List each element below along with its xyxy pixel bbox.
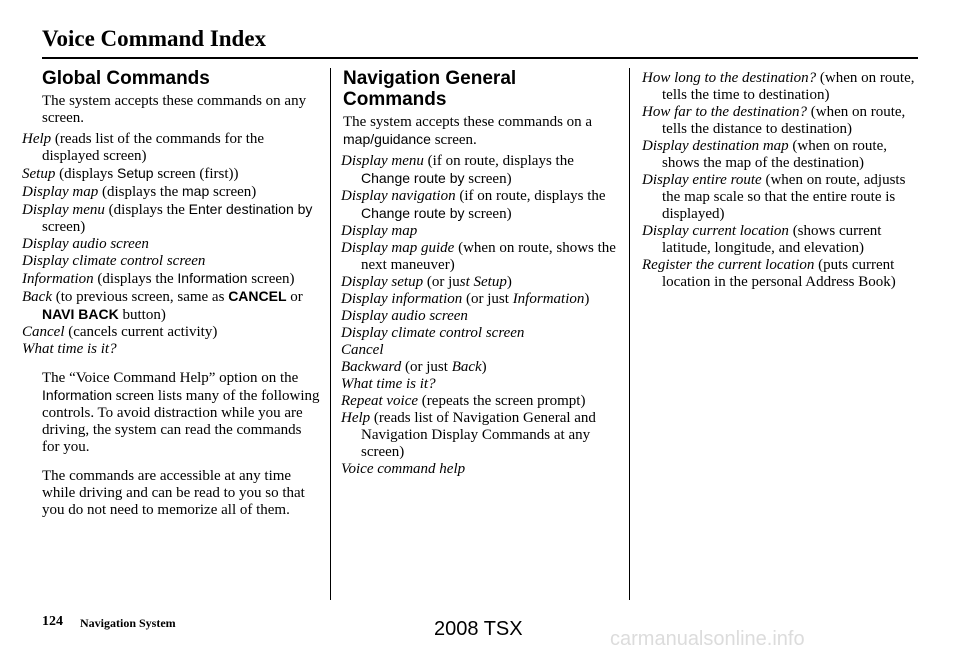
command-entry: Backward (or just Back): [341, 359, 487, 375]
command-entry: Display navigation (if on route, displays the Change route by screen): [341, 188, 606, 222]
command-list: [341, 153, 623, 478]
command-entry: Display menu (displays the Enter destination by screen): [22, 201, 313, 235]
intro-text: The system accepts these commands on any screen.: [42, 93, 307, 126]
command-entry: Setup (displays Setup screen (first)): [22, 165, 239, 182]
command-entry: Help (reads list of the commands for the displayed screen): [22, 131, 265, 164]
command-entry: Display information (or just Information): [341, 291, 590, 307]
command-entry: Display climate control screen: [22, 253, 206, 269]
command-entry: Display menu (if on route, displays the Change route by screen): [341, 153, 574, 187]
page-title: Voice Command Index: [42, 26, 267, 51]
command-entry: Display audio screen: [22, 236, 149, 252]
command-entry: What time is it?: [341, 376, 436, 392]
section-label: Navigation System: [80, 616, 176, 630]
command-list: [22, 131, 322, 358]
command-entry: How far to the destination? (when on route, tells the distance to destination): [642, 104, 906, 137]
command-entry: What time is it?: [22, 341, 117, 357]
command-entry: Display entire route (when on route, adjusts the map scale so that the entire route is displayed): [642, 172, 906, 222]
command-entry: Information (displays the Information screen): [22, 270, 295, 287]
section-heading-navigation: Navigation General Commands: [343, 68, 517, 110]
column-divider-1: [330, 68, 331, 600]
accessibility-paragraph: The commands are accessible at any time while driving and can be read to you so that you do not need to memorize all of them.: [42, 468, 305, 518]
command-entry: Display map (displays the map screen): [22, 183, 257, 200]
command-entry: Back (to previous screen, same as CANCEL or NAVI BACK button): [22, 288, 303, 323]
column-navigation-general: [343, 68, 623, 478]
title-divider: [42, 57, 918, 59]
command-entry: Cancel (cancels current activity): [22, 324, 218, 340]
command-entry: Register the current location (puts current location in the personal Address Book): [642, 257, 896, 290]
column-global-commands: [22, 68, 322, 519]
page-number: 124: [42, 614, 63, 629]
command-list: [642, 70, 920, 291]
command-entry: Cancel: [341, 342, 384, 358]
command-entry: Display destination map (when on route, shows the map of the destination): [642, 138, 887, 171]
column-navigation-continued: [642, 68, 920, 291]
command-entry: Voice command help: [341, 461, 466, 477]
help-option-paragraph: The “Voice Command Help” option on the Information screen lists many of the following controls. To avoid distraction while you are driving, the system can read the commands for you.: [42, 370, 320, 455]
command-entry: Display setup (or just Setup): [341, 274, 512, 290]
section-heading-global: Global Commands: [42, 68, 210, 89]
command-entry: Repeat voice (repeats the screen prompt): [341, 393, 586, 409]
watermark: carmanualsonline.info: [610, 628, 805, 650]
command-entry: Display current location (shows current latitude, longitude, and elevation): [642, 223, 882, 256]
command-entry: Display climate control screen: [341, 325, 525, 341]
intro-text: The system accepts these commands on a map/guidance screen.: [343, 114, 593, 148]
command-entry: Display map: [341, 223, 418, 239]
command-entry: How long to the destination? (when on route, tells the time to destination): [642, 70, 915, 103]
model-label: 2008 TSX: [434, 618, 523, 640]
column-divider-2: [629, 68, 630, 600]
command-entry: Display map guide (when on route, shows the next maneuver): [341, 240, 616, 273]
command-entry: Display audio screen: [341, 308, 468, 324]
command-entry: Help (reads list of Navigation General and Navigation Display Commands at any screen): [341, 410, 596, 460]
